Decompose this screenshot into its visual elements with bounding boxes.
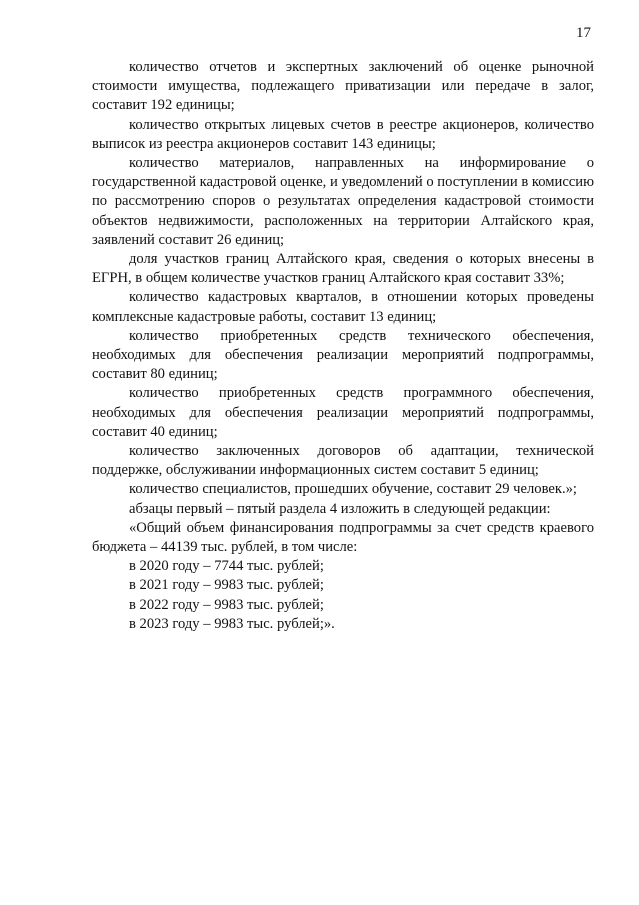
paragraph-shareholder-accounts: количество открытых лицевых счетов в реестре акционеров, количество выписок из реестра акционеров составит 143 единицы; bbox=[92, 116, 594, 152]
page-number: 17 bbox=[576, 25, 591, 41]
paragraph-trained-specialists: количество специалистов, прошедших обучение, составит 29 человек.»; bbox=[129, 481, 577, 498]
paragraph-amendment-instruction: абзацы первый – пятый раздела 4 изложить в следующей редакции: bbox=[129, 500, 551, 517]
funding-2021: в 2021 году – 9983 тыс. рублей; bbox=[129, 577, 324, 594]
funding-2023: в 2023 году – 9983 тыс. рублей;». bbox=[129, 615, 335, 632]
document-body bbox=[92, 58, 594, 634]
paragraph-technical-means: количество приобретенных средств технического обеспечения, необходимых для обеспечения реализации мероприятий подпрограммы, составит 80 единиц; bbox=[92, 327, 594, 383]
funding-2020: в 2020 году – 7744 тыс. рублей; bbox=[129, 558, 324, 575]
paragraph-border-sections: доля участков границ Алтайского края, сведения о которых внесены в ЕГРН, в общем количестве участков границ Алтайского края составит 33%; bbox=[92, 251, 594, 287]
paragraph-software: количество приобретенных средств программного обеспечения, необходимых для обеспечения реализации мероприятий подпрограммы, составит 40 единиц; bbox=[92, 385, 594, 440]
paragraph-cadastral-materials: количество материалов, направленных на информирование о государственной кадастровой оценке, и уведомлений о поступлении в комиссию по рассмотрению споров о результатах определения кадастровой стоимости объектов недвижимости, расположенных на территории Алтайского края, заявлений составит 26 единиц; bbox=[92, 155, 594, 248]
paragraph-cadastral-quarters: количество кадастровых кварталов, в отношении которых проведены комплексные кадастровые работы, составит 13 единиц; bbox=[92, 289, 594, 325]
paragraph-total-funding: «Общий объем финансирования подпрограммы за счет средств краевого бюджета – 44139 тыс. рублей, в том числе: bbox=[92, 519, 594, 556]
paragraph-contracts: количество заключенных договоров об адаптации, технической поддержке, обслуживании информационных систем составит 5 единиц; bbox=[92, 443, 594, 479]
funding-2022: в 2022 году – 9983 тыс. рублей; bbox=[129, 596, 324, 613]
paragraph-valuation-reports: количество отчетов и экспертных заключений об оценке рыночной стоимости имущества, подлежащего приватизации или передаче в залог, составит 192 единицы; bbox=[92, 59, 594, 114]
